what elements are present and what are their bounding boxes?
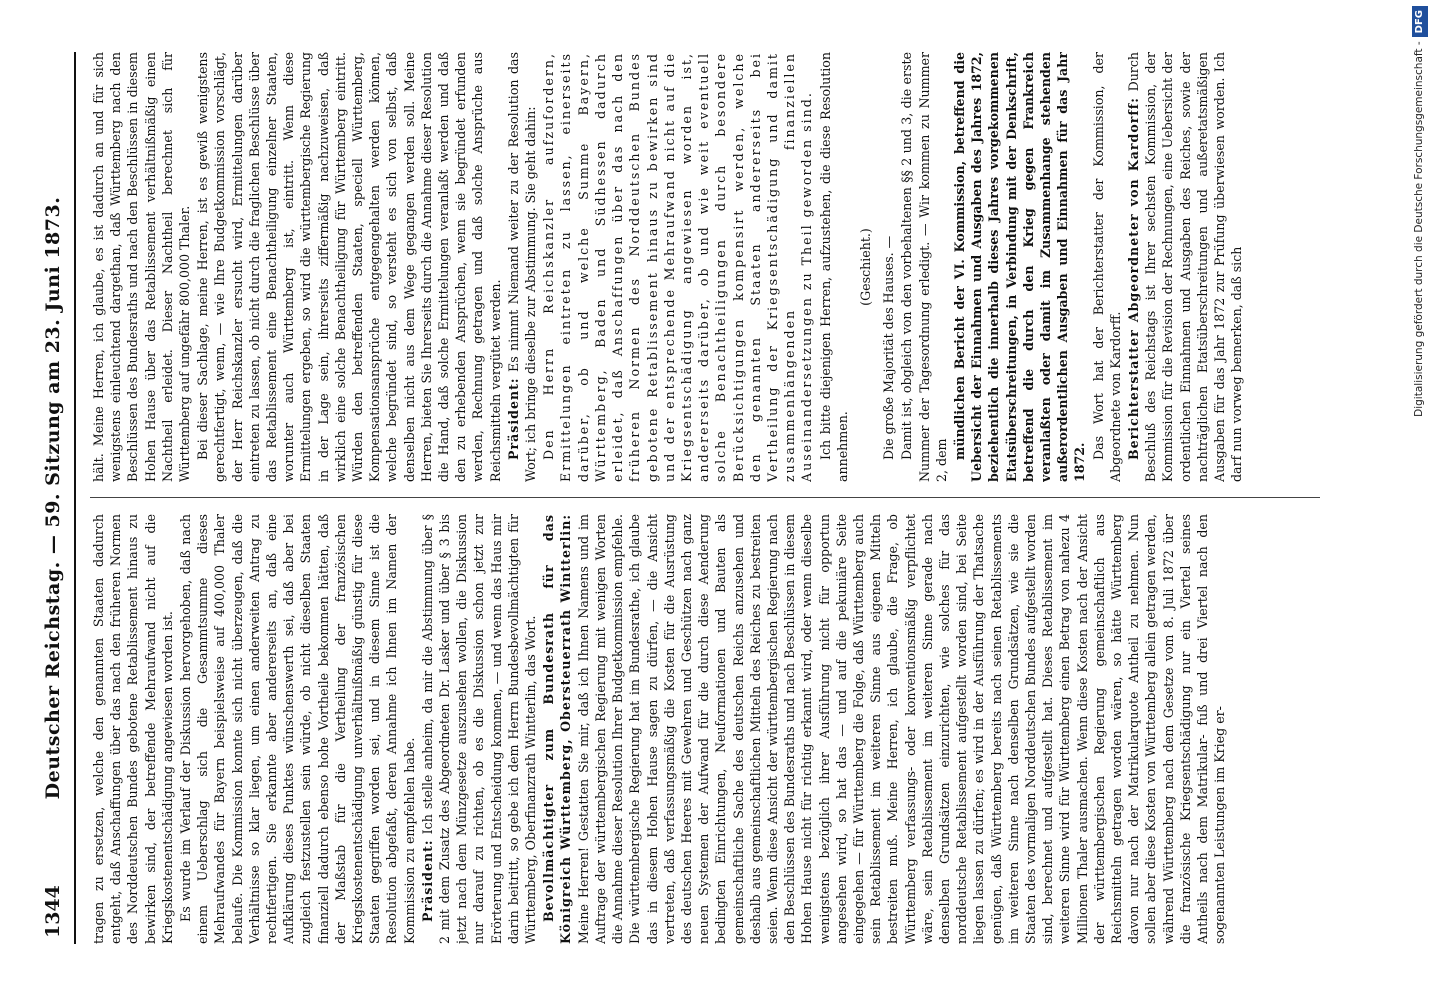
speaker-name: Präsident: <box>419 839 435 922</box>
paragraph: Es wurde im Verlauf der Diskussion hervorgehoben, daß nach einem Ueberschlag sich die Gesammtsumme dieses Mehraufwandes für Bayern beispielsweise auf 400,000 Thaler belaufe. Die Kommission konnte sich nicht überzeugen, daß die Verhältnisse so klar liegen, um einen anderweiten Antrag zu rechtfertigen. Sie erkannte aber andererseits an, daß eine Aufklärung dieses Punktes wünschenswerth sei, daß aber bei zugleich festzustellen sein würde, ob nicht dieselben Staaten finanziell dadurch ebenso hohe Vortheile bekommen hätten, daß der Maßstab für die Vertheilung der französischen Kriegskostenentschädigung unverhältnißmäßig günstig für diese Staaten gegriffen worden sei, und in diesem Sinne ist die Resolution abgefaßt, deren Annahme ich Ihnen im Namen der Kommission zu empfehlen habe. <box>178 514 417 944</box>
speaker-name: Berichterstatter Abgeordneter von Kardorff: <box>1125 97 1141 460</box>
dfg-logo: DFG <box>1412 6 1428 37</box>
paragraph: Ich bitte diejenigen Herren, aufzustehen, die diese Resolution annehmen. <box>817 52 850 482</box>
page-number: 1344 <box>42 885 64 938</box>
credit-text <box>1408 6 1430 994</box>
speech-text: Ich stelle anheim, da mir die Abstimmung über § 2 mit dem Zusatz des Abgeordneten Dr. Lasker und über § 3 bis jetzt nach dem Münzgesetze auszusehen wollen, die Diskussion nur darauf zu richten, ob es die Diskussion schon jetzt zur Erörterung und Entscheidung kommen, — und wenn das Haus mir darin beitritt, so gebe ich dem Herrn Bundesbevollmächtigten für Württemberg, Oberfinanzrath Wintterlin, das Wort. <box>419 514 539 944</box>
digitization-credit <box>1408 6 1430 994</box>
paragraph: tragen zu ersetzen, welche den genannten Staaten dadurch entgeht, daß Anschaffungen über das nach den früheren Normen des Norddeutschen Bundes gebotene Retablissement hinaus zu bewirken sind, der betreffende Mehraufwand nicht auf die Kriegskostenentschädigung angewiesen worden ist. <box>91 514 175 944</box>
paragraph: Das Wort hat der Berichterstatter der Kommission, der Abgeordnete von Kardorff. <box>1090 52 1123 482</box>
speaker-name: Bevollmächtigter zum Bundesrath für das Königreich Württemberg, Obersteuerrath Wintterlin: <box>541 514 574 944</box>
resolution-text: Den Herrn Reichskanzler aufzufordern, Ermittelungen eintreten zu lassen, einerseits darüber, ob und welche Summe Bayern, Württemberg, Baden und Südhessen dadurch erleidet, daß Anschaffungen über das nach den früheren Normen des Norddeutschen Bundes gebotene Retablissement hinaus zu bewirken sind und der entsprechende Mehraufwand nicht auf die Kriegsentschädigung angewiesen worden ist, andererseits darüber, ob und wie weit eventuell solche Benachtheiligungen durch besondere Berücksichtigungen kompensirt werden, welche den genannten Staaten andererseits bei Vertheilung der Kriegsentschädigung und damit zusammenhängenden finanziellen Auseinandersetzungen zu Theil geworden sind. <box>541 52 815 482</box>
paragraph <box>540 514 1228 944</box>
paragraph: Damit ist, obgleich von den vorbehaltenen §§ 2 und 3, die erste Nummer der Tagesordnung erledigt. — Wir kommen zu Nummer 2, dem <box>899 52 949 482</box>
speech-text: Es nimmt Niemand weiter zu der Resolution das Wort; ich bringe dieselbe zur Abstimmung. Sie geht dahin: <box>505 52 539 482</box>
paragraph <box>505 52 539 482</box>
right-column <box>90 52 1320 482</box>
speech-text: Durch Beschluß des Reichstags ist Ihrer sechsten Kommission, der Kommission für die Revision der Rechnungen, eine Uebersicht der ordentlichen Einnahmen und Ausgaben des Reiches, sowie der nachträglichen Etatsüberschreitungen und außeretatsmäßigen Ausgaben für das Jahr 1872 zur Prüfung überwiesen worden. Ich darf nun vorweg bemerken, daß sich <box>1125 52 1245 482</box>
speaker-name: Präsident: <box>505 377 521 460</box>
paragraph: hält. Meine Herren, ich glaube, es ist dadurch an und für sich wenigstens einleuchtend dargethan, daß Württemberg nach den Beschlüssen des Bundesraths und nach den Beschlüssen in diesem Hohen Hause über das Retablissement verhältnißmäßig einen Nachtheil erleidet. Dieser Nachtheil berechnet sich für Württemberg auf ungefähr 800,000 Thaler. <box>91 52 193 482</box>
paragraph <box>419 514 539 944</box>
running-head <box>38 52 76 944</box>
paragraph: Bei dieser Sachlage, meine Herren, ist es gewiß wenigstens gerechtfertigt, wenn, — wie Ihre Budgetkommission vorschlägt, der Herr Reichskanzler ersucht wird, Ermittelungen darüber eintreten zu lassen, ob nicht durch die fraglichen Beschlüsse über das Retablissement eine Benachtheiligung einzelner Staaten, worunter auch Württemberg ist, eintritt. Wenn diese Ermittelungen ergeben, so wird die württembergische Regierung in der Lage sein, ihrerseits ziffermäßig nachzuweisen, daß wirklich eine solche Benachtheiligung für Württemberg eintritt. Würden den betreffenden Staaten, speciell Württemberg, Kompensationsansprüche entgegengehalten werden können, welche begründet sind, so versteht es sich von selbst, daß denselben nicht aus dem Wege gegangen werden soll. Meine Herren, bieten Sie Ihrerseits durch die Annahme dieser Resolution die Hand, daß solche Ermittelungen veranlaßt werden und daß den zu erhebenden Ansprüchen, wenn sie begründet erfunden werden, Rechnung getragen und daß solche Ansprüche aus Reichsmitteln vergütet werden. <box>195 52 503 482</box>
left-column <box>90 514 1320 944</box>
paragraph: Die große Majorität des Hauses. — <box>881 235 897 460</box>
stage-direction: (Geschieht.) <box>857 228 873 306</box>
paragraph <box>1125 52 1245 482</box>
page-content <box>38 52 1338 944</box>
credit-label: Digitalisierung gefördert durch die Deutsche Forschungsgemeinschaft - <box>1413 41 1425 417</box>
agenda-item: mündlichen Bericht der VI. Kommission, betreffend die Uebersicht der Einnahmen und Ausgaben des Jahres 1872, beziehentlich die innerhalb dieses Jahres vorgekommenen Etatsüberschreitungen, in Verbindung mit der Denkschrift, betreffend die durch den Krieg gegen Frankreich veranlaßten oder damit im Zusammenhange stehenden außerordentlichen Ausgaben und Einnahmen für das Jahr 1872. <box>951 52 1088 482</box>
column-divider <box>90 497 1320 498</box>
page-title: Deutscher Reichstag. — 59. Sitzung am 23. Juni 1873. <box>42 196 64 800</box>
speech-text: Meine Herren! Gestatten Sie mir, daß ich Ihnen Namens und im Auftrage der württembergischen Regierung mit wenigen Worten die Annahme dieser Resolution Ihrer Budgetkommission empfehle. Die württembergische Regierung hat im Bundesrathe, ich glaube das in diesem Hohen Hause sagen zu dürfen, — die Ansicht vertreten, daß verfassungsmäßig die Kosten für die Ausrüstung des deutschen Heeres mit Gewehren und Geschützen nach ganz neuen Systemen der Aufwand für die durch diese Aenderung bedingten Einrichtungen, Neuformationen und Bauten als gemeinschaftliche Sache des deutschen Reichs anzusehen und deshalb aus gemeinschaftlichen Mitteln des Reiches zu bestreiten seien. Wenn diese Ansicht der württembergischen Regierung nach den Beschlüssen des Bundesraths und nach Beschlüssen in diesem Hohen Hause nicht für richtig erkannt wird, oder wenn dieselbe wenigstens bezüglich ihrer Ausführung nicht für opportun angesehen wird, so hat das — und auf die pekuniäre Seite eingegehen — für Württemberg die Folge, daß Württemberg auch sein Retablissement im weiteren Sinne aus eigenen Mitteln bestreiten muß. Meine Herren, ich glaube, die Frage, ob Württemberg verfassungs- oder konventionsmäßig verpflichtet wäre, sein Retablissement im weiteren Sinne gerade nach denselben Grundsätzen einzurichten, wie solches für das norddeutsche Retablissement aufgestellt worden sind, bei Seite liegen lassen zu dürfen; es wird in der Ausführung der Thatsache genügen, daß Württemberg bereits nach seinen Retablissements im weiteren Sinne nach denselben Grundsätzen, wie sie die Staaten des vormaligen Norddeutschen Bundes aufgestellt worden sind, berechnet und aufgestellt hat. Dieses Retablissement im weiteren Sinne wird für Württemberg einen Betrag von nahezu 4 Millionen Thaler ausmachen. Wenn diese Kosten nach der Ansicht der württembergischen Regierung gemeinschaftlich aus Reichsmitteln getragen worden wären, so hätte Württemberg davon nur nach der Matrikularquote Antheil zu nehmen. Nun sollen aber diese Kosten von Württemberg allein getragen werden, während Württemberg nach dem Gesetze vom 8. Juli 1872 über die französische Kriegsentschädigung nur ein Viertel seines Antheils nach dem Matrikular- fuß und drei Viertel nach den sogenannten Leistungen im Krieg er- <box>575 514 1228 944</box>
